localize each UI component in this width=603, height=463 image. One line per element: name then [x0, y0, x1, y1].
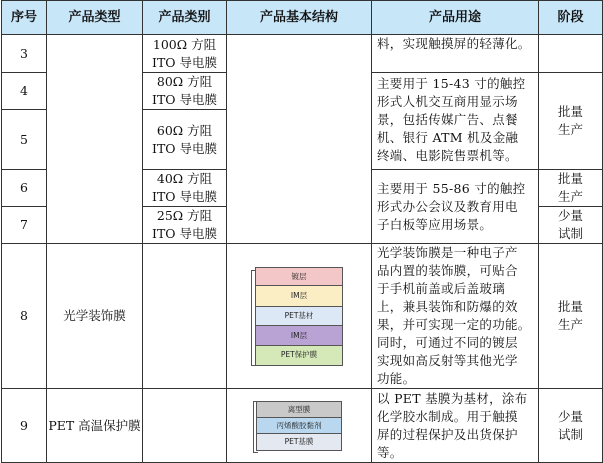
layer-coating: 镀层: [256, 268, 342, 286]
category-cell: 25Ω 方阻 ITO 导电膜: [143, 207, 227, 244]
header-category: 产品类别: [143, 1, 227, 35]
header-use: 产品用途: [372, 1, 539, 35]
product-type-cell: PET 高温保护膜: [47, 389, 143, 463]
header-type: 产品类型: [47, 1, 143, 35]
table-row: [2, 389, 603, 463]
stage-cell: [539, 35, 603, 73]
row-num: 3: [2, 35, 47, 73]
row-num: 9: [2, 389, 47, 463]
layer-adhesive: 丙烯酸胶黏剂: [257, 418, 341, 434]
category-cell: [143, 244, 227, 389]
bracket-left: [251, 270, 256, 366]
category-cell: 80Ω 方阻 ITO 导电膜: [143, 73, 227, 110]
use-cell: 主要用于 15-43 寸的触控 形式人机交互商用显示场 景，包括传媒广告、点餐 机、银行 ATM 机及金融 终端、电影院售票机等。: [372, 73, 539, 170]
category-cell: 100Ω 方阻 ITO 导电膜: [143, 35, 227, 73]
layer-im-bottom: IM层: [256, 326, 342, 346]
table-row: [2, 35, 603, 73]
layer-stack-optical: [255, 267, 343, 366]
stage-cell: 少量 试制: [539, 207, 603, 244]
stage-cell: 批量 生产: [539, 170, 603, 207]
use-cell: 光学装饰膜是一种电子产 品内置的装饰膜，可贴合 于手机前盖或后盖玻璃 上，兼具装饰和防爆的效 果，并可实现一定的功能。 同时，可通过不同的镀层 实现如高反射等其他光学 功能。: [372, 244, 539, 389]
stage-cell: 批量 生产: [539, 73, 603, 170]
structure-cell: [227, 35, 372, 244]
product-table: [1, 0, 603, 463]
layer-release: 离型膜: [257, 402, 341, 418]
use-cell: 以 PET 基膜为基材，涂布 化学胶水制成。用于触摸 屏的过程保护及出货保护 等。: [372, 389, 539, 463]
product-type-cell: [47, 35, 143, 244]
header-structure: 产品基本结构: [227, 1, 372, 35]
row-num: 8: [2, 244, 47, 389]
layer-pet-substrate: PET基材: [256, 307, 342, 326]
row-num: 7: [2, 207, 47, 244]
row-num: 5: [2, 110, 47, 170]
stage-cell: 批量 生产: [539, 244, 603, 389]
row-num: 6: [2, 170, 47, 207]
header-stage: 阶段: [539, 1, 603, 35]
layer-pet-base: PET基膜: [257, 434, 341, 450]
product-type-cell: 光学装饰膜: [47, 244, 143, 389]
bracket-left: [253, 401, 258, 453]
use-cell: 主要用于 55-86 寸的触控 形式办公会议及教育用电 子白板等应用场景。: [372, 170, 539, 244]
header-num: 序号: [2, 1, 47, 35]
category-cell: 60Ω 方阻 ITO 导电膜: [143, 110, 227, 170]
category-cell: [143, 389, 227, 463]
row-num: 4: [2, 73, 47, 110]
table-row: [2, 244, 603, 389]
layer-pet-protect: PET保护膜: [256, 346, 342, 365]
stage-cell: 少量 试制: [539, 389, 603, 463]
category-cell: 40Ω 方阻 ITO 导电膜: [143, 170, 227, 207]
layer-stack-protective: [256, 401, 342, 451]
layer-im-top: IM层: [256, 286, 342, 307]
header-row: [2, 1, 603, 35]
structure-diagram-cell: [227, 244, 372, 389]
use-cell: 料，实现触摸屏的轻薄化。: [372, 35, 539, 73]
structure-diagram-cell: [227, 389, 372, 463]
